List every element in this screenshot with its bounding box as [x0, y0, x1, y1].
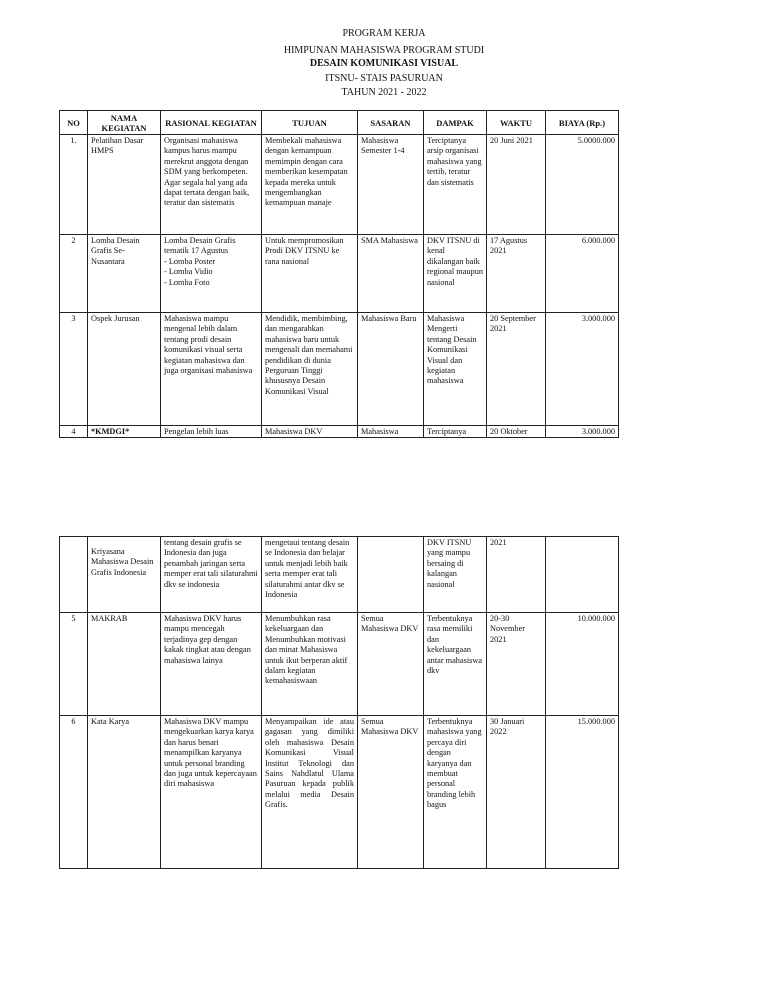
header-year: TAHUN 2021 - 2022	[341, 87, 427, 98]
row-tujuan: mengetaui tentang desain se Indonesia dan belajar untuk menjadi lebih baik serta memper erat tali silaturahmi antar dkv se Indonesia	[262, 537, 358, 613]
table-row	[60, 235, 619, 313]
row-no: 4	[60, 426, 88, 438]
col-header-dampak: DAMPAK	[424, 111, 487, 135]
row-biaya: 10.000.000	[546, 613, 619, 716]
col-header-waktu: WAKTU	[487, 111, 546, 135]
row-rasional: tentang desain grafis se Indonesia dan juga penambah jaringan serta memper erat tali silaturahmi dkv se indonesia	[161, 537, 262, 613]
table-row	[60, 613, 619, 716]
row-biaya: 5.0000.000	[546, 135, 619, 235]
table-header-row	[60, 111, 619, 135]
row-waktu: 17 Agustus 2021	[487, 235, 546, 313]
row-sasaran	[358, 537, 424, 613]
row-no	[60, 537, 88, 613]
col-header-tujuan: TUJUAN	[262, 111, 358, 135]
row-dampak: Terbentuknya rasa memiliki dan kekeluargaan antar mahasiswa dkv	[424, 613, 487, 716]
header-institution: ITSNU- STAIS PASURUAN	[325, 73, 443, 84]
row-waktu: 20 Juni 2021	[487, 135, 546, 235]
row-tujuan	[262, 135, 358, 235]
row-rasional: Mahasiswa DKV mampu mengekuarkan karya karya dan harus benari menampilkan karyanya untuk personal branding dan juga untuk kepercayaan diri mahasiswa	[161, 716, 262, 869]
row-tujuan: Menumbuhkan rasa kekeluargaan dan Menumbuhkan motivasi dan minat Mahasiswa untuk ikut berperan aktif dalam kegiatan kemahasiswaan	[262, 613, 358, 716]
row-biaya: 15.000.000	[546, 716, 619, 869]
row-tujuan: Menyampaikan ide atau gagasan yang dimiliki oleh mahasiswa Desain Komunikasi Visual Institut Teknologi dan Sains Nahdlatul Ulama Pasuruan kepada publik melalui media Desain Grafis.	[262, 716, 358, 869]
row-dampak: Terciptanya arsip organisasi mahasiswa yang tertib, teratur dan sistematis	[424, 135, 487, 235]
header-subtitle: HIMPUNAN MAHASISWA PROGRAM STUDI	[283, 45, 485, 56]
table-row	[60, 135, 619, 235]
row-rasional	[161, 135, 262, 235]
tujuan-text: Mendidik, membimbing, dan mengarahkan mahasiswa baru untuk mengenali dan memahami pendidikan di dunia Perguruan Tinggi khususnya Desain Komunikasi Visual	[265, 314, 353, 396]
row-nama: Pelatihan Dasar HMPS	[88, 135, 161, 235]
row-waktu: 20-30 November 2021	[487, 613, 546, 716]
row-rasional	[161, 235, 262, 313]
row-nama: Ospek Jurusan	[88, 313, 161, 426]
header-program: DESAIN KOMUNIKASI VISUAL	[309, 58, 459, 69]
header-title: PROGRAM KERJA	[342, 28, 426, 39]
table-row	[60, 716, 619, 869]
col-header-sasaran: SASARAN	[358, 111, 424, 135]
row-biaya: 3.000.000	[546, 426, 619, 438]
row-nama: Lomba Desain Grafis Se-Nusantara	[88, 235, 161, 313]
row-dampak: DKV ITSNU yang mampu bersaing di kalangan nasional	[424, 537, 487, 613]
row-waktu: 2021	[487, 537, 546, 613]
table-row	[60, 537, 619, 613]
row-sasaran: Mahasiswa	[358, 426, 424, 438]
row-tujuan	[262, 313, 358, 426]
row-dampak: Terbentuknya mahasiswa yang percaya diri dengan karyanya dan membuat personal branding lebih bagus	[424, 716, 487, 869]
tujuan-text: Membekali mahasiswa dengan kemampuan memimpin dengan cara memberikan kesempatan kepada mereka untuk mengembangkan kemampuan manaje	[265, 136, 348, 208]
row-sasaran: Semua Mahasiswa DKV	[358, 613, 424, 716]
row-rasional: Mahasiswa DKV harus mampu mencegah terjadinya gep dengan kakak tingkat atau dengan mahasiswa lainya	[161, 613, 262, 716]
row-no: 2	[60, 235, 88, 313]
rasional-text: Organisasi mahasiswa kampus harus mampu merekrut anggota dengan SDM yang berkompeten. Agar segala hal yang ada dapat tertata dengan baik, teratur dan sistematis	[164, 136, 250, 208]
row-waktu: 20 Oktober	[487, 426, 546, 438]
row-nama: Kriyasana Mahasiswa Desain Grafis Indonesia	[88, 537, 161, 613]
row-no: 6	[60, 716, 88, 869]
row-sasaran: Semua Mahasiswa DKV	[358, 716, 424, 869]
row-tujuan: Mahasiswa DKV	[262, 426, 358, 438]
row-dampak: DKV ITSNU di kenal dikalangan baik regional maupun nasional	[424, 235, 487, 313]
row-no: 5	[60, 613, 88, 716]
row-sasaran: SMA Mahasiswa	[358, 235, 424, 313]
row-nama: Kata Karya	[88, 716, 161, 869]
row-biaya: 3.000.000	[546, 313, 619, 426]
row-sasaran: Mahasiswa Semester 1-4	[358, 135, 424, 235]
col-header-biaya: BIAYA (Rp.)	[546, 111, 619, 135]
row-nama: MAKRAB	[88, 613, 161, 716]
table-row	[60, 313, 619, 426]
work-program-table-page2	[59, 536, 619, 869]
col-header-no: NO	[60, 111, 88, 135]
row-rasional: Mahasiswa mampu mengenal lebih dalam tentang prodi desain komunikasi visual serta kegiatan mahasiswa dan juga organisasi mahasiswa	[161, 313, 262, 426]
row-tujuan: Untuk mempromosikan Prodi DKV ITSNU ke rana nasional	[262, 235, 358, 313]
row-biaya	[546, 537, 619, 613]
row-waktu: 20 September 2021	[487, 313, 546, 426]
row-no: 1.	[60, 135, 88, 235]
row-dampak: Mahasiswa Mengerti tentang Desain Komunikasi Visual dan kegiatan mahasiswa	[424, 313, 487, 426]
col-header-rasional: RASIONAL KEGIATAN	[161, 111, 262, 135]
row-nama: *KMDGI*	[88, 426, 161, 438]
col-header-nama: NAMA KEGIATAN	[88, 111, 161, 135]
row-waktu: 30 Januari 2022	[487, 716, 546, 869]
row-biaya: 6.000.000	[546, 235, 619, 313]
row-sasaran: Mahasiswa Baru	[358, 313, 424, 426]
row-no: 3	[60, 313, 88, 426]
table-row	[60, 426, 619, 438]
work-program-table-page1	[59, 110, 619, 438]
row-dampak: Terciptanya	[424, 426, 487, 438]
rasional-text: Lomba Desain Grafis tematik 17 Agustus - Lomba Poster - Lomba Vidio - Lomba Foto	[164, 236, 236, 287]
row-rasional: Pengelan lebih luas	[161, 426, 262, 438]
